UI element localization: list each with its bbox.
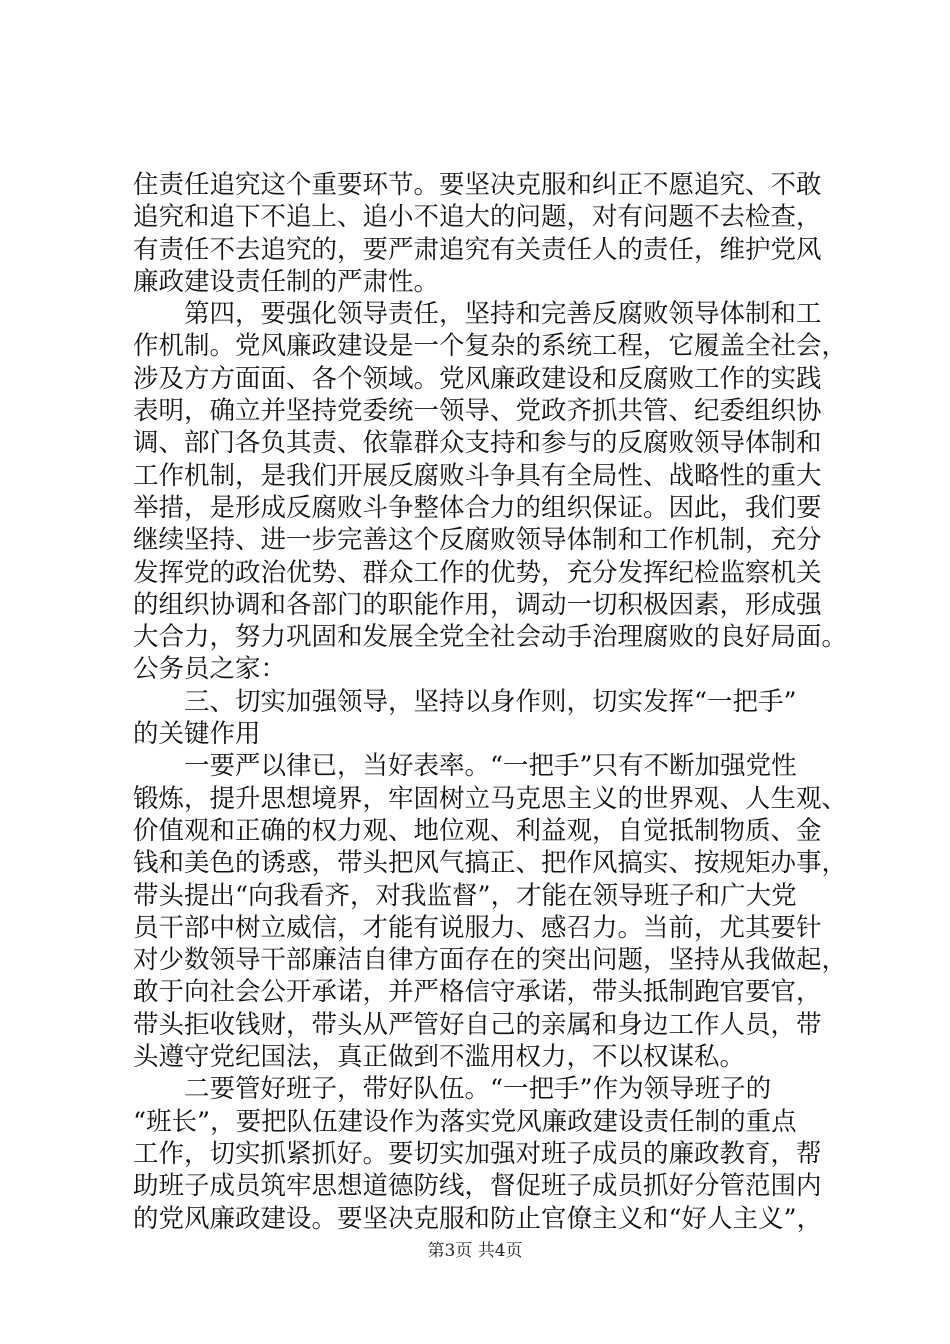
text-line: 追究和追下不追上、追小不追大的问题，对有问题不去检查， (133, 202, 822, 233)
text-line: 工作机制，是我们开展反腐败斗争具有全局性、战略性的重大 (133, 460, 822, 491)
text-line: 敢于向社会公开承诺，并严格信守承诺，带头抵制跑官要官， (133, 977, 822, 1008)
text-line: 带头拒收钱财，带头从严管好自己的亲属和身边工作人员，带 (133, 1009, 822, 1040)
section-heading-line: 三、切实加强领导，坚持以身作则，切实发挥“一把手” (133, 686, 797, 717)
text-line: 的党风廉政建设。要坚决克服和防止官僚主义和“好人主义”， (133, 1203, 823, 1234)
text-line: 大合力，努力巩固和发展全党全社会动手治理腐败的良好局面。 (133, 622, 848, 653)
text-line: 助班子成员筑牢思想道德防线，督促班子成员抓好分管范围内 (133, 1171, 822, 1202)
text-line: 举措，是形成反腐败斗争整体合力的组织保证。因此，我们要 (133, 492, 822, 523)
text-line: 头遵守党纪国法，真正做到不滥用权力，不以权谋私。 (133, 1042, 746, 1073)
text-line: 继续坚持、进一步完善这个反腐败领导体制和工作机制，充分 (133, 525, 822, 556)
text-line: 带头提出“向我看齐，对我监督”，才能在领导班子和广大党 (133, 880, 797, 911)
text-line: 一要严以律已，当好表率。“一把手”只有不断加强党性 (133, 751, 797, 782)
section-heading-line: 的关键作用 (133, 719, 261, 750)
text-line: 调、部门各负其责、依靠群众支持和参与的反腐败领导体制和 (133, 428, 822, 459)
text-line: 对少数领导干部廉洁自律方面存在的突出问题，坚持从我做起， (133, 945, 848, 976)
text-line: 二要管好班子，带好队伍。“一把手”作为领导班子的 (133, 1074, 772, 1105)
text-line: 住责任追究这个重要环节。要坚决克服和纠正不愿追究、不敢 (133, 170, 822, 200)
text-line: “班长”，要把队伍建设作为落实党风廉政建设责任制的重点 (133, 1106, 797, 1137)
text-line: 钱和美色的诱惑，带头把风气搞正、把作风搞实、按规矩办事， (133, 848, 848, 879)
text-line: 表明，确立并坚持党委统一领导、党政齐抓共管、纪委组织协 (133, 396, 822, 427)
text-line: 工作，切实抓紧抓好。要切实加强对班子成员的廉政教育，帮 (133, 1138, 822, 1169)
text-line: 第四，要强化领导责任，坚持和完善反腐败领导体制和工 (133, 299, 822, 330)
page-number-footer: 第3页 共4页 (427, 1241, 523, 1261)
text-line: 廉政建设责任制的严肃性。 (133, 266, 440, 297)
text-line: 涉及方方面面、各个领域。党风廉政建设和反腐败工作的实践 (133, 363, 822, 394)
text-line: 价值观和正确的权力观、地位观、利益观，自觉抵制物质、金 (133, 815, 822, 846)
text-line: 锻炼，提升思想境界，牢固树立马克思主义的世界观、人生观、 (133, 783, 848, 814)
text-line: 有责任不去追究的，要严肃追究有关责任人的责任，维护党风 (133, 234, 822, 265)
document-body (133, 169, 853, 1235)
text-line: 公务员之家： (133, 654, 287, 685)
text-line: 的组织协调和各部门的职能作用，调动一切积极因素，形成强 (133, 589, 822, 620)
text-line: 员干部中树立威信，才能有说服力、感召力。当前，尤其要针 (133, 912, 822, 943)
text-line: 作机制。党风廉政建设是一个复杂的系统工程，它履盖全社会， (133, 331, 848, 362)
text-line: 发挥党的政治优势、群众工作的优势，充分发挥纪检监察机关 (133, 557, 822, 588)
